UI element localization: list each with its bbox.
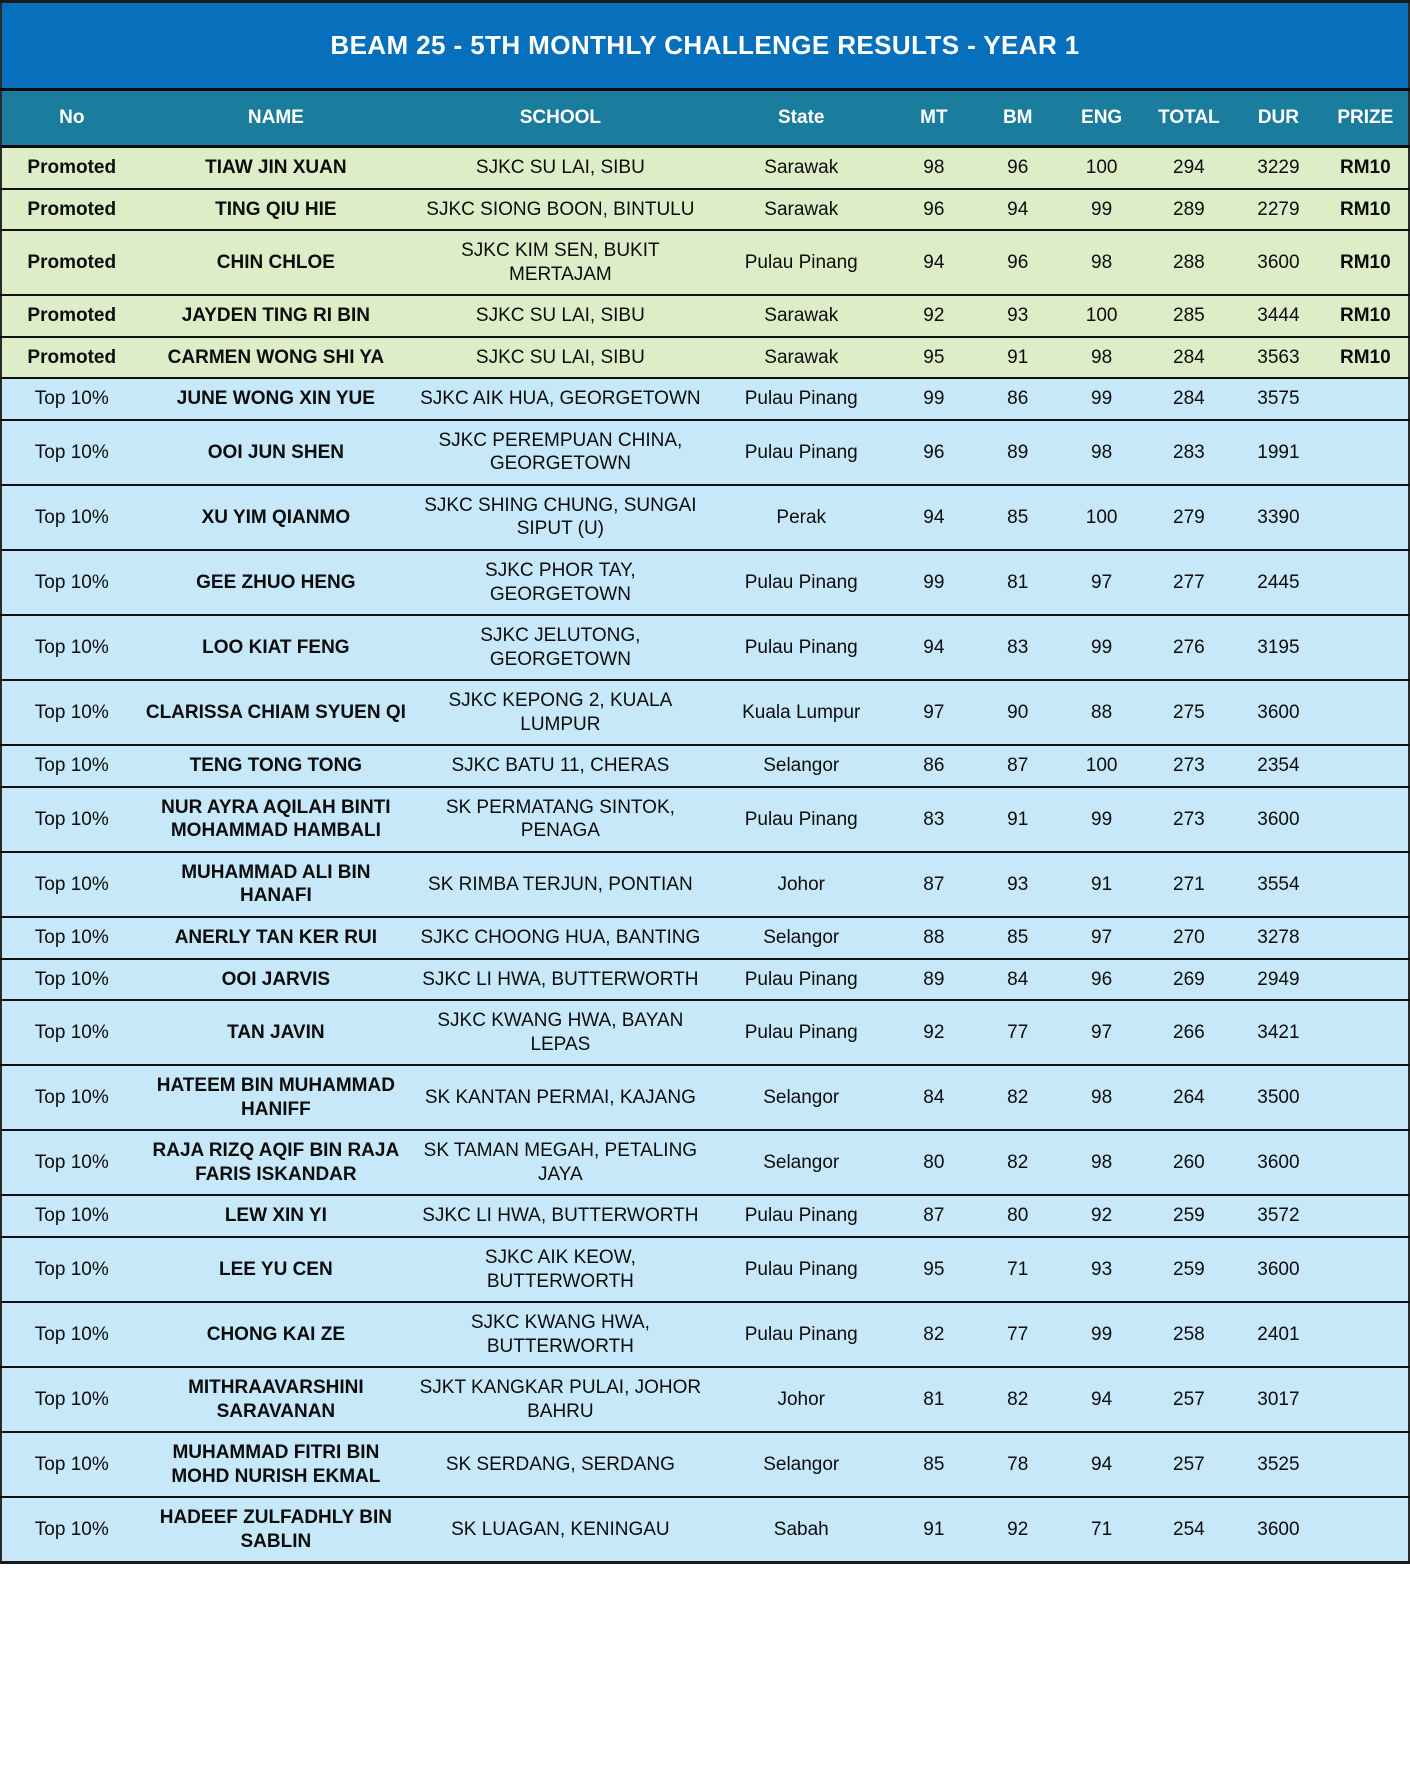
table-row bbox=[1, 1065, 1409, 1130]
cell-score-mt: 99 bbox=[892, 550, 976, 615]
cell-state: Johor bbox=[711, 1367, 892, 1432]
cell-rank-label: Top 10% bbox=[1, 1432, 142, 1497]
cell-state: Perak bbox=[711, 485, 892, 550]
cell-student-name: LEW XIN YI bbox=[142, 1195, 411, 1237]
cell-score-bm: 82 bbox=[976, 1367, 1060, 1432]
cell-score-mt: 88 bbox=[892, 917, 976, 959]
column-header-bm: BM bbox=[976, 90, 1060, 147]
cell-duration: 3195 bbox=[1234, 615, 1322, 680]
column-header-mt: MT bbox=[892, 90, 976, 147]
cell-score-mt: 95 bbox=[892, 1237, 976, 1302]
cell-prize bbox=[1323, 420, 1409, 485]
cell-school: SJKC SU LAI, SIBU bbox=[410, 337, 710, 379]
cell-score-mt: 92 bbox=[892, 1000, 976, 1065]
column-header-no: No bbox=[1, 90, 142, 147]
cell-score-bm: 93 bbox=[976, 852, 1060, 917]
cell-score-total: 285 bbox=[1144, 295, 1235, 337]
cell-score-mt: 94 bbox=[892, 615, 976, 680]
cell-duration: 3500 bbox=[1234, 1065, 1322, 1130]
cell-score-total: 269 bbox=[1144, 959, 1235, 1001]
cell-score-eng: 88 bbox=[1060, 680, 1144, 745]
table-row bbox=[1, 745, 1409, 787]
cell-score-mt: 96 bbox=[892, 189, 976, 231]
cell-student-name: LEE YU CEN bbox=[142, 1237, 411, 1302]
column-header-dur: DUR bbox=[1234, 90, 1322, 147]
cell-prize bbox=[1323, 1195, 1409, 1237]
table-row bbox=[1, 959, 1409, 1001]
cell-student-name: TIAW JIN XUAN bbox=[142, 147, 411, 189]
table-row bbox=[1, 852, 1409, 917]
cell-score-eng: 94 bbox=[1060, 1432, 1144, 1497]
table-row bbox=[1, 1367, 1409, 1432]
cell-school: SJKC AIK HUA, GEORGETOWN bbox=[410, 378, 710, 420]
cell-score-eng: 99 bbox=[1060, 1302, 1144, 1367]
cell-score-total: 270 bbox=[1144, 917, 1235, 959]
cell-score-mt: 94 bbox=[892, 485, 976, 550]
cell-state: Johor bbox=[711, 852, 892, 917]
cell-score-mt: 82 bbox=[892, 1302, 976, 1367]
cell-prize bbox=[1323, 1497, 1409, 1563]
cell-score-eng: 98 bbox=[1060, 420, 1144, 485]
cell-rank-label: Top 10% bbox=[1, 1195, 142, 1237]
cell-score-bm: 71 bbox=[976, 1237, 1060, 1302]
cell-school: SJKC KWANG HWA, BUTTERWORTH bbox=[410, 1302, 710, 1367]
cell-rank-label: Top 10% bbox=[1, 615, 142, 680]
cell-duration: 2401 bbox=[1234, 1302, 1322, 1367]
column-header-state: State bbox=[711, 90, 892, 147]
cell-score-mt: 92 bbox=[892, 295, 976, 337]
cell-student-name: CHONG KAI ZE bbox=[142, 1302, 411, 1367]
cell-student-name: OOI JUN SHEN bbox=[142, 420, 411, 485]
cell-prize bbox=[1323, 378, 1409, 420]
cell-duration: 3572 bbox=[1234, 1195, 1322, 1237]
cell-score-mt: 83 bbox=[892, 787, 976, 852]
cell-school: SK TAMAN MEGAH, PETALING JAYA bbox=[410, 1130, 710, 1195]
cell-score-eng: 91 bbox=[1060, 852, 1144, 917]
table-row bbox=[1, 485, 1409, 550]
cell-state: Pulau Pinang bbox=[711, 615, 892, 680]
cell-prize bbox=[1323, 550, 1409, 615]
column-header-prize: PRIZE bbox=[1323, 90, 1409, 147]
cell-state: Pulau Pinang bbox=[711, 550, 892, 615]
cell-state: Selangor bbox=[711, 1130, 892, 1195]
cell-duration: 3600 bbox=[1234, 1130, 1322, 1195]
cell-score-mt: 87 bbox=[892, 852, 976, 917]
cell-duration: 2445 bbox=[1234, 550, 1322, 615]
cell-duration: 3600 bbox=[1234, 787, 1322, 852]
cell-duration: 3444 bbox=[1234, 295, 1322, 337]
cell-state: Selangor bbox=[711, 917, 892, 959]
cell-score-total: 266 bbox=[1144, 1000, 1235, 1065]
cell-school: SK LUAGAN, KENINGAU bbox=[410, 1497, 710, 1563]
cell-school: SK SERDANG, SERDANG bbox=[410, 1432, 710, 1497]
cell-score-eng: 71 bbox=[1060, 1497, 1144, 1563]
cell-score-bm: 86 bbox=[976, 378, 1060, 420]
table-row bbox=[1, 917, 1409, 959]
cell-score-bm: 96 bbox=[976, 230, 1060, 295]
cell-state: Sabah bbox=[711, 1497, 892, 1563]
cell-prize bbox=[1323, 1432, 1409, 1497]
table-row bbox=[1, 189, 1409, 231]
cell-duration: 1991 bbox=[1234, 420, 1322, 485]
cell-student-name: HATEEM BIN MUHAMMAD HANIFF bbox=[142, 1065, 411, 1130]
cell-score-bm: 77 bbox=[976, 1302, 1060, 1367]
cell-score-total: 258 bbox=[1144, 1302, 1235, 1367]
table-header-row bbox=[1, 90, 1409, 147]
table-row bbox=[1, 1130, 1409, 1195]
cell-student-name: CHIN CHLOE bbox=[142, 230, 411, 295]
cell-school: SJKC AIK KEOW, BUTTERWORTH bbox=[410, 1237, 710, 1302]
cell-score-total: 273 bbox=[1144, 787, 1235, 852]
cell-student-name: LOO KIAT FENG bbox=[142, 615, 411, 680]
cell-score-total: 259 bbox=[1144, 1195, 1235, 1237]
cell-duration: 3278 bbox=[1234, 917, 1322, 959]
cell-state: Sarawak bbox=[711, 337, 892, 379]
cell-duration: 2279 bbox=[1234, 189, 1322, 231]
cell-school: SJKC CHOONG HUA, BANTING bbox=[410, 917, 710, 959]
cell-score-mt: 94 bbox=[892, 230, 976, 295]
cell-prize: RM10 bbox=[1323, 295, 1409, 337]
table-row bbox=[1, 1497, 1409, 1563]
cell-prize bbox=[1323, 745, 1409, 787]
column-header-name: NAME bbox=[142, 90, 411, 147]
cell-score-eng: 99 bbox=[1060, 189, 1144, 231]
cell-duration: 3390 bbox=[1234, 485, 1322, 550]
table-row bbox=[1, 230, 1409, 295]
cell-prize bbox=[1323, 1065, 1409, 1130]
cell-score-total: 279 bbox=[1144, 485, 1235, 550]
cell-school: SJKC SU LAI, SIBU bbox=[410, 147, 710, 189]
cell-student-name: MUHAMMAD ALI BIN HANAFI bbox=[142, 852, 411, 917]
cell-school: SJKC SU LAI, SIBU bbox=[410, 295, 710, 337]
cell-state: Pulau Pinang bbox=[711, 230, 892, 295]
cell-student-name: TING QIU HIE bbox=[142, 189, 411, 231]
cell-score-mt: 95 bbox=[892, 337, 976, 379]
cell-score-bm: 89 bbox=[976, 420, 1060, 485]
cell-rank-label: Top 10% bbox=[1, 680, 142, 745]
cell-score-total: 257 bbox=[1144, 1432, 1235, 1497]
cell-state: Pulau Pinang bbox=[711, 787, 892, 852]
cell-school: SJKC PEREMPUAN CHINA, GEORGETOWN bbox=[410, 420, 710, 485]
cell-student-name: NUR AYRA AQILAH BINTI MOHAMMAD HAMBALI bbox=[142, 787, 411, 852]
cell-student-name: MITHRAAVARSHINI SARAVANAN bbox=[142, 1367, 411, 1432]
cell-prize: RM10 bbox=[1323, 337, 1409, 379]
cell-score-mt: 86 bbox=[892, 745, 976, 787]
cell-score-bm: 85 bbox=[976, 485, 1060, 550]
cell-score-total: 273 bbox=[1144, 745, 1235, 787]
cell-score-total: 288 bbox=[1144, 230, 1235, 295]
cell-student-name: TENG TONG TONG bbox=[142, 745, 411, 787]
cell-prize: RM10 bbox=[1323, 147, 1409, 189]
cell-state: Selangor bbox=[711, 745, 892, 787]
cell-school: SJKT KANGKAR PULAI, JOHOR BAHRU bbox=[410, 1367, 710, 1432]
cell-score-total: 259 bbox=[1144, 1237, 1235, 1302]
cell-score-eng: 93 bbox=[1060, 1237, 1144, 1302]
cell-duration: 3554 bbox=[1234, 852, 1322, 917]
cell-score-bm: 78 bbox=[976, 1432, 1060, 1497]
cell-rank-label: Top 10% bbox=[1, 1237, 142, 1302]
cell-state: Pulau Pinang bbox=[711, 959, 892, 1001]
cell-rank-label: Top 10% bbox=[1, 1000, 142, 1065]
table-row bbox=[1, 147, 1409, 189]
cell-score-eng: 100 bbox=[1060, 295, 1144, 337]
cell-rank-label: Top 10% bbox=[1, 420, 142, 485]
cell-rank-label: Top 10% bbox=[1, 1302, 142, 1367]
cell-student-name: JUNE WONG XIN YUE bbox=[142, 378, 411, 420]
cell-state: Sarawak bbox=[711, 147, 892, 189]
cell-score-total: 275 bbox=[1144, 680, 1235, 745]
table-row bbox=[1, 680, 1409, 745]
cell-prize bbox=[1323, 1302, 1409, 1367]
cell-score-total: 257 bbox=[1144, 1367, 1235, 1432]
cell-score-bm: 93 bbox=[976, 295, 1060, 337]
table-row bbox=[1, 1432, 1409, 1497]
cell-student-name: CARMEN WONG SHI YA bbox=[142, 337, 411, 379]
cell-score-total: 289 bbox=[1144, 189, 1235, 231]
column-header-eng: ENG bbox=[1060, 90, 1144, 147]
table-row bbox=[1, 337, 1409, 379]
cell-score-mt: 85 bbox=[892, 1432, 976, 1497]
cell-rank-label: Promoted bbox=[1, 230, 142, 295]
cell-score-total: 294 bbox=[1144, 147, 1235, 189]
cell-score-mt: 91 bbox=[892, 1497, 976, 1563]
cell-student-name: GEE ZHUO HENG bbox=[142, 550, 411, 615]
cell-score-mt: 81 bbox=[892, 1367, 976, 1432]
table-row bbox=[1, 1237, 1409, 1302]
cell-prize bbox=[1323, 852, 1409, 917]
cell-student-name: XU YIM QIANMO bbox=[142, 485, 411, 550]
cell-prize bbox=[1323, 959, 1409, 1001]
cell-student-name: OOI JARVIS bbox=[142, 959, 411, 1001]
cell-rank-label: Top 10% bbox=[1, 917, 142, 959]
cell-score-total: 271 bbox=[1144, 852, 1235, 917]
cell-score-eng: 100 bbox=[1060, 485, 1144, 550]
cell-state: Pulau Pinang bbox=[711, 1237, 892, 1302]
cell-prize bbox=[1323, 1237, 1409, 1302]
cell-rank-label: Top 10% bbox=[1, 745, 142, 787]
cell-state: Sarawak bbox=[711, 295, 892, 337]
table-title-row bbox=[1, 2, 1409, 90]
cell-score-bm: 80 bbox=[976, 1195, 1060, 1237]
cell-duration: 3600 bbox=[1234, 230, 1322, 295]
cell-score-eng: 99 bbox=[1060, 615, 1144, 680]
cell-rank-label: Promoted bbox=[1, 337, 142, 379]
cell-score-total: 264 bbox=[1144, 1065, 1235, 1130]
cell-student-name: JAYDEN TING RI BIN bbox=[142, 295, 411, 337]
cell-student-name: RAJA RIZQ AQIF BIN RAJA FARIS ISKANDAR bbox=[142, 1130, 411, 1195]
cell-rank-label: Top 10% bbox=[1, 550, 142, 615]
cell-state: Pulau Pinang bbox=[711, 378, 892, 420]
cell-duration: 3600 bbox=[1234, 1497, 1322, 1563]
cell-state: Pulau Pinang bbox=[711, 420, 892, 485]
cell-score-bm: 84 bbox=[976, 959, 1060, 1001]
cell-school: SK RIMBA TERJUN, PONTIAN bbox=[410, 852, 710, 917]
cell-rank-label: Top 10% bbox=[1, 959, 142, 1001]
cell-score-eng: 97 bbox=[1060, 1000, 1144, 1065]
cell-school: SJKC PHOR TAY, GEORGETOWN bbox=[410, 550, 710, 615]
cell-school: SJKC BATU 11, CHERAS bbox=[410, 745, 710, 787]
cell-score-eng: 94 bbox=[1060, 1367, 1144, 1432]
cell-prize: RM10 bbox=[1323, 230, 1409, 295]
table-row bbox=[1, 295, 1409, 337]
cell-student-name: HADEEF ZULFADHLY BIN SABLIN bbox=[142, 1497, 411, 1563]
cell-score-bm: 91 bbox=[976, 337, 1060, 379]
cell-score-bm: 90 bbox=[976, 680, 1060, 745]
cell-score-bm: 77 bbox=[976, 1000, 1060, 1065]
cell-prize bbox=[1323, 1367, 1409, 1432]
page-title: BEAM 25 - 5TH MONTHLY CHALLENGE RESULTS - YEAR 1 bbox=[1, 2, 1409, 90]
cell-duration: 2354 bbox=[1234, 745, 1322, 787]
cell-school: SK KANTAN PERMAI, KAJANG bbox=[410, 1065, 710, 1130]
cell-rank-label: Top 10% bbox=[1, 485, 142, 550]
cell-score-mt: 87 bbox=[892, 1195, 976, 1237]
cell-state: Kuala Lumpur bbox=[711, 680, 892, 745]
cell-score-eng: 99 bbox=[1060, 787, 1144, 852]
cell-state: Selangor bbox=[711, 1432, 892, 1497]
cell-score-total: 277 bbox=[1144, 550, 1235, 615]
cell-score-total: 283 bbox=[1144, 420, 1235, 485]
cell-school: SJKC SIONG BOON, BINTULU bbox=[410, 189, 710, 231]
cell-score-mt: 98 bbox=[892, 147, 976, 189]
cell-score-bm: 85 bbox=[976, 917, 1060, 959]
cell-state: Pulau Pinang bbox=[711, 1302, 892, 1367]
cell-score-bm: 82 bbox=[976, 1065, 1060, 1130]
cell-student-name: TAN JAVIN bbox=[142, 1000, 411, 1065]
cell-score-mt: 80 bbox=[892, 1130, 976, 1195]
cell-score-eng: 97 bbox=[1060, 917, 1144, 959]
cell-score-eng: 96 bbox=[1060, 959, 1144, 1001]
table-row bbox=[1, 1000, 1409, 1065]
table-row bbox=[1, 1302, 1409, 1367]
column-header-total: TOTAL bbox=[1144, 90, 1235, 147]
cell-score-bm: 87 bbox=[976, 745, 1060, 787]
cell-score-eng: 100 bbox=[1060, 745, 1144, 787]
cell-score-eng: 100 bbox=[1060, 147, 1144, 189]
results-table-body bbox=[1, 147, 1409, 1563]
cell-rank-label: Top 10% bbox=[1, 1130, 142, 1195]
cell-duration: 3421 bbox=[1234, 1000, 1322, 1065]
cell-school: SJKC LI HWA, BUTTERWORTH bbox=[410, 1195, 710, 1237]
cell-duration: 3017 bbox=[1234, 1367, 1322, 1432]
cell-prize bbox=[1323, 1130, 1409, 1195]
cell-score-eng: 92 bbox=[1060, 1195, 1144, 1237]
cell-rank-label: Top 10% bbox=[1, 378, 142, 420]
cell-score-eng: 98 bbox=[1060, 1065, 1144, 1130]
cell-score-total: 254 bbox=[1144, 1497, 1235, 1563]
cell-rank-label: Promoted bbox=[1, 189, 142, 231]
cell-prize bbox=[1323, 680, 1409, 745]
table-row bbox=[1, 550, 1409, 615]
cell-duration: 3563 bbox=[1234, 337, 1322, 379]
cell-student-name: MUHAMMAD FITRI BIN MOHD NURISH EKMAL bbox=[142, 1432, 411, 1497]
cell-score-total: 276 bbox=[1144, 615, 1235, 680]
cell-prize bbox=[1323, 615, 1409, 680]
cell-duration: 3229 bbox=[1234, 147, 1322, 189]
cell-score-eng: 98 bbox=[1060, 337, 1144, 379]
cell-rank-label: Promoted bbox=[1, 295, 142, 337]
cell-score-eng: 98 bbox=[1060, 1130, 1144, 1195]
table-row bbox=[1, 615, 1409, 680]
cell-school: SK PERMATANG SINTOK, PENAGA bbox=[410, 787, 710, 852]
cell-score-bm: 81 bbox=[976, 550, 1060, 615]
cell-score-bm: 91 bbox=[976, 787, 1060, 852]
cell-rank-label: Top 10% bbox=[1, 1065, 142, 1130]
cell-score-mt: 84 bbox=[892, 1065, 976, 1130]
cell-score-mt: 96 bbox=[892, 420, 976, 485]
cell-score-eng: 98 bbox=[1060, 230, 1144, 295]
cell-rank-label: Top 10% bbox=[1, 1367, 142, 1432]
cell-score-eng: 97 bbox=[1060, 550, 1144, 615]
cell-school: SJKC SHING CHUNG, SUNGAI SIPUT (U) bbox=[410, 485, 710, 550]
cell-duration: 2949 bbox=[1234, 959, 1322, 1001]
cell-state: Pulau Pinang bbox=[711, 1195, 892, 1237]
cell-state: Selangor bbox=[711, 1065, 892, 1130]
cell-score-bm: 83 bbox=[976, 615, 1060, 680]
cell-rank-label: Top 10% bbox=[1, 1497, 142, 1563]
cell-score-bm: 92 bbox=[976, 1497, 1060, 1563]
cell-student-name: ANERLY TAN KER RUI bbox=[142, 917, 411, 959]
cell-score-total: 260 bbox=[1144, 1130, 1235, 1195]
cell-score-mt: 99 bbox=[892, 378, 976, 420]
table-row bbox=[1, 1195, 1409, 1237]
cell-prize: RM10 bbox=[1323, 189, 1409, 231]
cell-score-eng: 99 bbox=[1060, 378, 1144, 420]
cell-prize bbox=[1323, 787, 1409, 852]
cell-school: SJKC KIM SEN, BUKIT MERTAJAM bbox=[410, 230, 710, 295]
cell-duration: 3600 bbox=[1234, 1237, 1322, 1302]
table-row bbox=[1, 420, 1409, 485]
cell-score-total: 284 bbox=[1144, 337, 1235, 379]
cell-school: SJKC JELUTONG, GEORGETOWN bbox=[410, 615, 710, 680]
cell-duration: 3600 bbox=[1234, 680, 1322, 745]
cell-school: SJKC LI HWA, BUTTERWORTH bbox=[410, 959, 710, 1001]
cell-school: SJKC KEPONG 2, KUALA LUMPUR bbox=[410, 680, 710, 745]
column-header-school: SCHOOL bbox=[410, 90, 710, 147]
cell-score-bm: 96 bbox=[976, 147, 1060, 189]
table-row bbox=[1, 787, 1409, 852]
cell-duration: 3525 bbox=[1234, 1432, 1322, 1497]
table-row bbox=[1, 378, 1409, 420]
cell-state: Sarawak bbox=[711, 189, 892, 231]
cell-prize bbox=[1323, 485, 1409, 550]
cell-score-mt: 89 bbox=[892, 959, 976, 1001]
cell-prize bbox=[1323, 917, 1409, 959]
cell-school: SJKC KWANG HWA, BAYAN LEPAS bbox=[410, 1000, 710, 1065]
cell-score-bm: 94 bbox=[976, 189, 1060, 231]
cell-rank-label: Promoted bbox=[1, 147, 142, 189]
cell-duration: 3575 bbox=[1234, 378, 1322, 420]
cell-state: Pulau Pinang bbox=[711, 1000, 892, 1065]
cell-prize bbox=[1323, 1000, 1409, 1065]
cell-score-bm: 82 bbox=[976, 1130, 1060, 1195]
cell-score-mt: 97 bbox=[892, 680, 976, 745]
cell-rank-label: Top 10% bbox=[1, 852, 142, 917]
cell-rank-label: Top 10% bbox=[1, 787, 142, 852]
cell-score-total: 284 bbox=[1144, 378, 1235, 420]
cell-student-name: CLARISSA CHIAM SYUEN QI bbox=[142, 680, 411, 745]
